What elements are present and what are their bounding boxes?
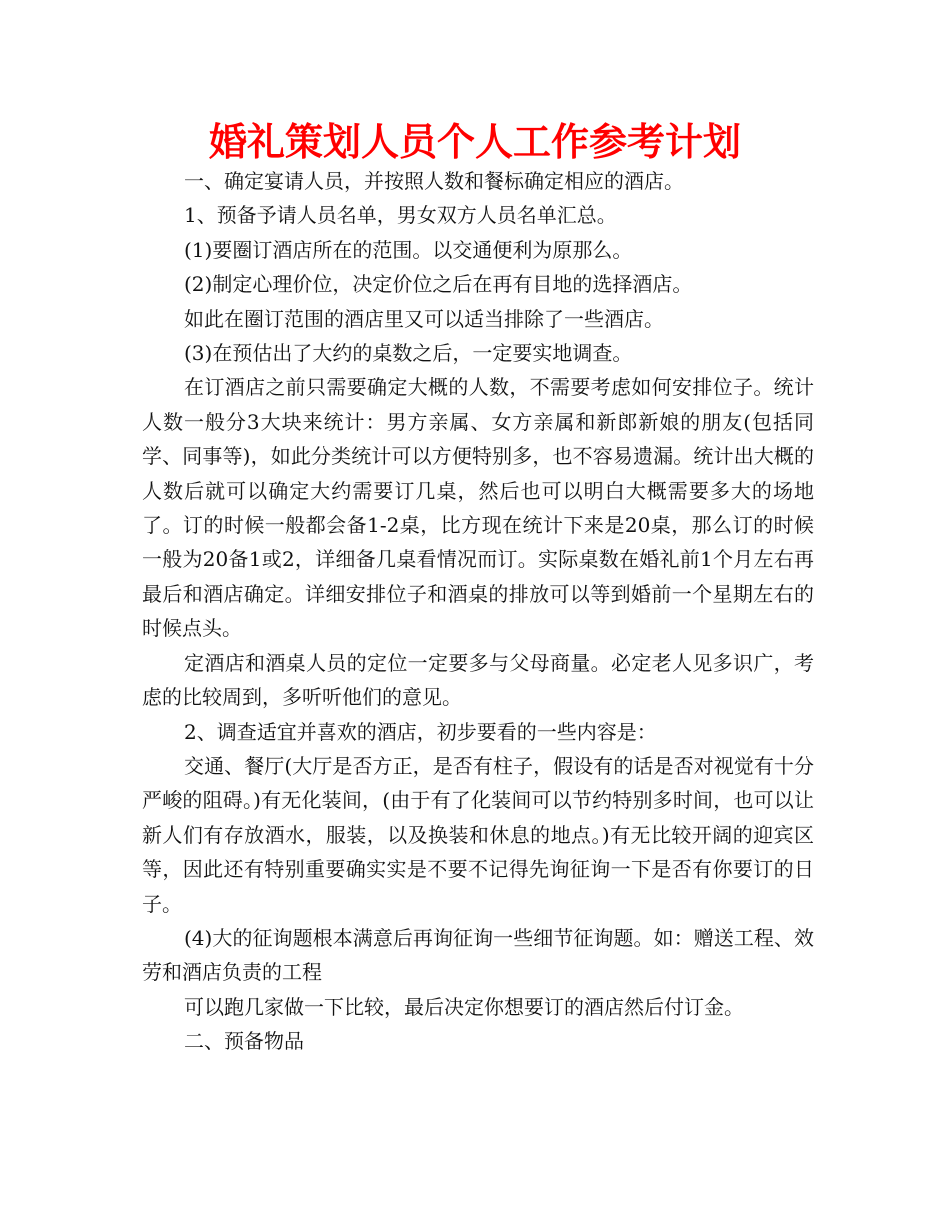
paragraph: 交通、餐厅(大厅是否方正，是否有柱子，假设有的话是否对视觉有十分严峻的阻碍。)有无化装间，(由于有了化装间可以节约特别多时间，也可以让新人们有存放酒水，服装，以及换装和休息的地点。)有无比较开阔的迎宾区等，因此还有特别重要确实实是不要不记得先询征询一下是否有你要订的日子。 (142, 753, 814, 916)
paragraph: 1、预备予请人员名单，男女双方人员名单汇总。 (184, 203, 617, 228)
paragraph: 一、确定宴请人员，并按照人数和餐标确定相应的酒店。 (184, 169, 684, 193)
paragraph: 二、预备物品 (184, 1029, 304, 1054)
paragraph: 定酒店和酒桌人员的定位一定要多与父母商量。必定老人见多识广，考虑的比较周到，多听听他们的意见。 (142, 650, 814, 710)
paragraph: 如此在圈订范围的酒店里又可以适当排除了一些酒店。 (184, 306, 664, 331)
document-title: 婚礼策划人员个人工作参考计划 (208, 119, 741, 164)
paragraph: 可以跑几家做一下比较，最后决定你想要订的酒店然后付订金。 (184, 994, 744, 1019)
paragraph: 在订酒店之前只需要确定大概的人数，不需要考虑如何安排位子。统计人数一般分3大块来统计：男方亲属、女方亲属和新郎新娘的朋友(包括同学、同事等)，如此分类统计可以方便特别多，也不容易遗漏。统计出大概的人数后就可以确定大约需要订几桌，然后也可以明白大概需要多大的场地了。订的时候一般都会备1-2桌，比方现在统计下来是20桌，那么订的时候一般为20备1或2，详细备几桌看情况而订。实际桌数在婚礼前1个月左右再最后和酒店确定。详细安排位子和酒桌的排放可以等到婚前一个星期左右的时候点头。 (142, 375, 814, 641)
paragraph: (2)制定心理价位，决定价位之后在再有目地的选择酒店。 (184, 272, 693, 297)
paragraph: (1)要圈订酒店所在的范围。以交通便利为原那么。 (184, 237, 633, 262)
document-body (142, 164, 814, 1059)
paragraph: 2、调查适宜并喜欢的酒店，初步要看的一些内容是： (184, 719, 657, 744)
paragraph: (3)在预估出了大约的桌数之后，一定要实地调查。 (184, 341, 633, 366)
paragraph: (4)大的征询题根本满意后再询征询一些细节征询题。如：赠送工程、效劳和酒店负责的工程 (142, 925, 814, 985)
